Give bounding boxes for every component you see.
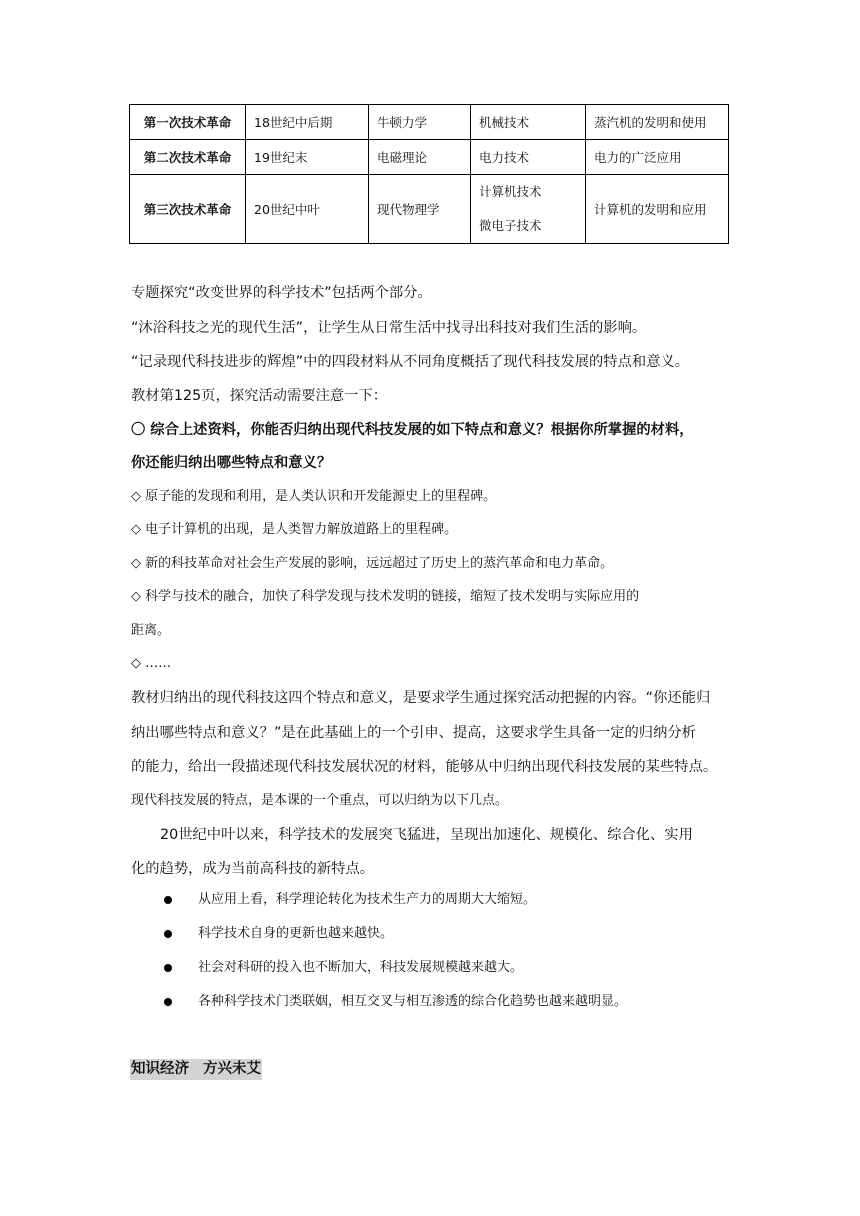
technology-line: 计算机技术	[479, 184, 542, 199]
question-line: 〇 综合上述资料，你能否归纳出现代科技发展的如下特点和意义？根据你所掌握的材料，	[131, 422, 694, 438]
bullet-item: 科学技术自身的更新也越来越快。	[198, 926, 394, 941]
bullet-dot-icon	[164, 964, 172, 972]
intro-paragraph: “记录现代科技进步的辉煌”中的四段材料从不同角度概括了现代科技发展的特点和意义。	[131, 354, 690, 370]
bullet-dot-icon	[164, 896, 172, 904]
table-cell-period: 19世纪末	[246, 140, 369, 175]
intro-paragraph: 专题探究“改变世界的科学技术”包括两个部分。	[131, 285, 432, 301]
bullet-dot-icon	[164, 930, 172, 938]
section-heading-part: 方兴未艾	[203, 1061, 261, 1077]
section-heading	[130, 1059, 262, 1080]
bullet-dot-icon	[164, 998, 172, 1006]
intro-paragraph: 教材第125页，探究活动需要注意一下：	[131, 388, 388, 404]
summary-line: 纳出哪些特点和意义？”是在此基础上的一个引申、提高，这要求学生具备一定的归纳分析	[131, 725, 696, 741]
diamond-item: ◇ 电子计算机的出现，是人类智力解放道路上的里程碑。	[131, 522, 458, 537]
diamond-item: ◇ ……	[131, 656, 172, 671]
table-cell-period: 20世纪中叶	[246, 175, 369, 244]
table-cell-theory: 电磁理论	[369, 140, 471, 175]
intro-paragraph: “沐浴科技之光的现代生活”，让学生从日常生活中找寻出科技对我们生活的影响。	[131, 320, 647, 336]
summary-line: 的能力，给出一段描述现代科技发展状况的材料，能够从中归纳出现代科技发展的某些特点。	[131, 759, 718, 775]
table-cell-theory: 现代物理学	[369, 175, 471, 244]
diamond-item: ◇ 原子能的发现和利用，是人类认识和开发能源史上的里程碑。	[131, 489, 497, 504]
bullet-item: 社会对科研的投入也不断加大，科技发展规模越来越大。	[198, 960, 524, 975]
table-cell-application: 蒸汽机的发明和使用	[586, 105, 729, 140]
technology-line: 微电子技术	[479, 218, 542, 233]
diamond-item: ◇ 科学与技术的融合，加快了科学发现与技术发明的链接，缩短了技术发明与实际应用的	[131, 589, 640, 604]
trend-line: 20世纪中叶以来，科学技术的发展突飞猛进，呈现出加速化、规模化、综合化、实用	[160, 827, 693, 843]
table-row	[130, 140, 729, 175]
diamond-item: ◇ 新的科技革命对社会生产发展的影响，远远超过了历史上的蒸汽革命和电力革命。	[131, 556, 614, 571]
table-cell-technology: 机械技术	[471, 105, 586, 140]
table-cell-revolution: 第二次技术革命	[130, 140, 246, 175]
summary-line: 现代科技发展的特点，是本课的一个重点，可以归纳为以下几点。	[131, 793, 509, 808]
table-cell-theory: 牛顿力学	[369, 105, 471, 140]
summary-line: 教材归纳出的现代科技这四个特点和意义，是要求学生通过探究活动把握的内容。“你还能归	[131, 690, 711, 706]
table-cell-application: 电力的广泛应用	[586, 140, 729, 175]
table-cell-period: 18世纪中后期	[246, 105, 369, 140]
table-cell-technology	[471, 175, 586, 244]
table-row	[130, 175, 729, 244]
tech-revolution-table	[129, 104, 729, 244]
table-cell-revolution: 第三次技术革命	[130, 175, 246, 244]
table-row	[130, 105, 729, 140]
trend-line: 化的趋势，成为当前高科技的新特点。	[131, 861, 375, 877]
diamond-item-continued: 距离。	[131, 623, 171, 638]
section-heading-part: 知识经济	[131, 1061, 189, 1077]
bullet-item: 从应用上看，科学理论转化为技术生产力的周期大大缩短。	[198, 892, 537, 907]
question-line: 你还能归纳出哪些特点和意义？	[131, 455, 332, 471]
bullet-item: 各种科学技术门类联姻，相互交叉与相互渗透的综合化趋势也越来越明显。	[198, 994, 628, 1009]
table-cell-revolution: 第一次技术革命	[130, 105, 246, 140]
table-cell-technology: 电力技术	[471, 140, 586, 175]
table-cell-application: 计算机的发明和应用	[586, 175, 729, 244]
